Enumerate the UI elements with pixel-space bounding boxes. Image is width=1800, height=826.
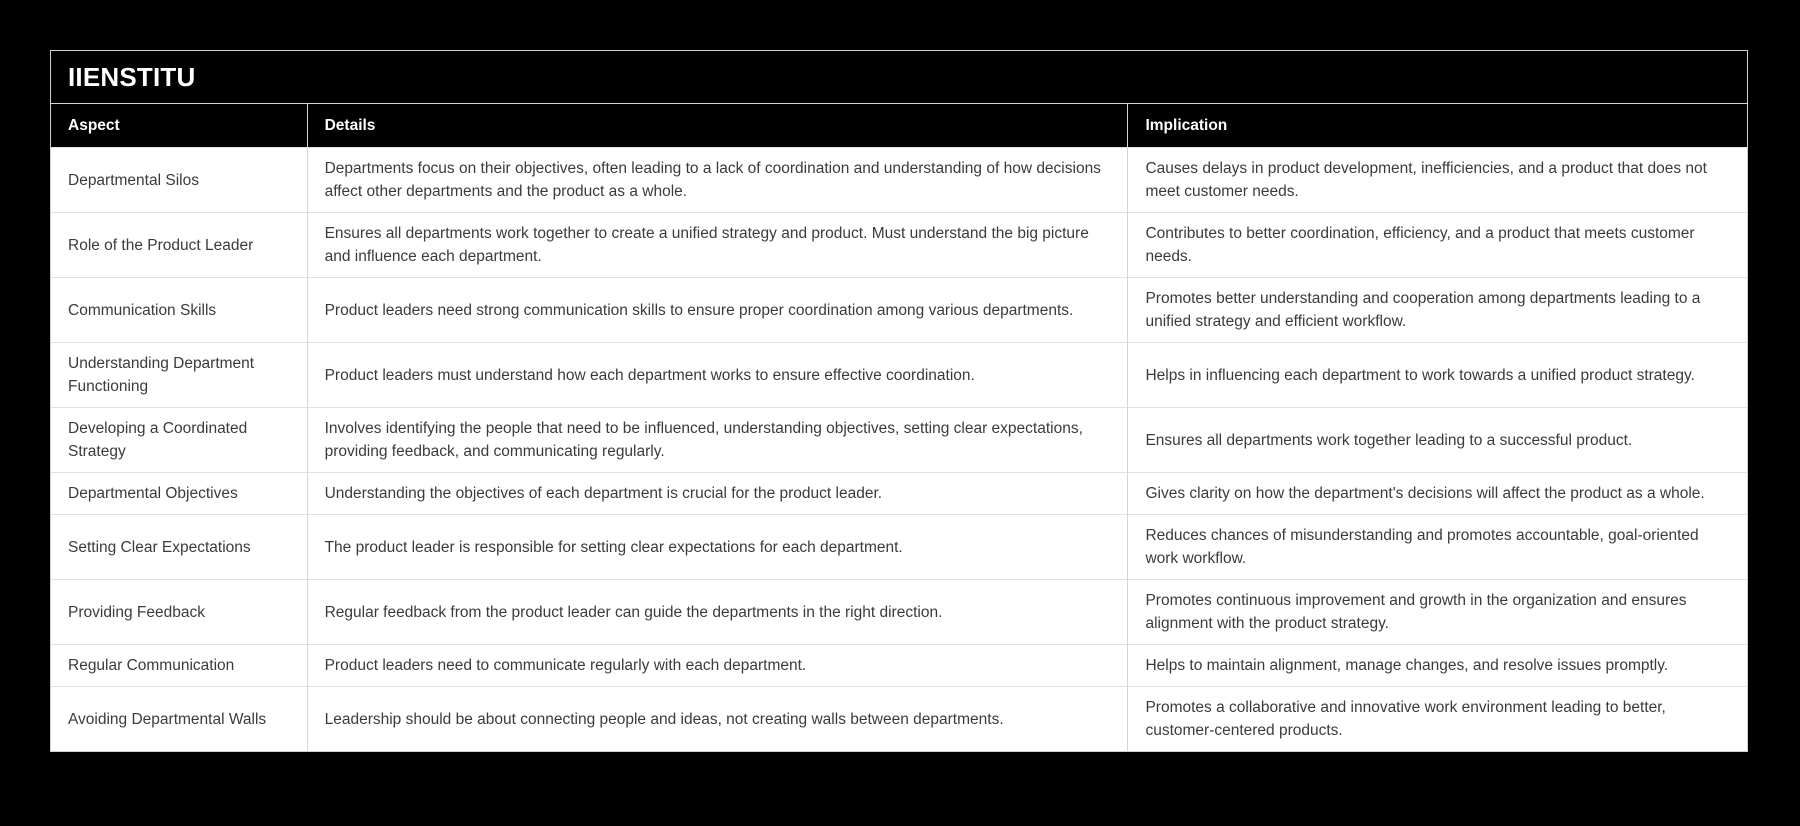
cell-aspect: Avoiding Departmental Walls	[51, 687, 307, 752]
cell-details: Leadership should be about connecting people and ideas, not creating walls between departments.	[307, 687, 1128, 752]
table-row	[51, 278, 1747, 343]
cell-aspect: Developing a Coordinated Strategy	[51, 408, 307, 473]
cell-implication: Promotes continuous improvement and growth in the organization and ensures alignment with the product strategy.	[1128, 580, 1747, 645]
table-row	[51, 408, 1747, 473]
cell-aspect: Departmental Objectives	[51, 473, 307, 515]
cell-implication: Contributes to better coordination, efficiency, and a product that meets customer needs.	[1128, 213, 1747, 278]
table-header	[51, 104, 1747, 148]
cell-implication: Helps to maintain alignment, manage changes, and resolve issues promptly.	[1128, 645, 1747, 687]
table-row	[51, 473, 1747, 515]
cell-implication: Reduces chances of misunderstanding and promotes accountable, goal-oriented work workflow.	[1128, 515, 1747, 580]
cell-details: Involves identifying the people that need to be influenced, understanding objectives, setting clear expectations, providing feedback, and communicating regularly.	[307, 408, 1128, 473]
cell-implication: Ensures all departments work together leading to a successful product.	[1128, 408, 1747, 473]
cell-details: Departments focus on their objectives, often leading to a lack of coordination and understanding of how decisions affect other departments and the product as a whole.	[307, 148, 1128, 213]
cell-aspect: Regular Communication	[51, 645, 307, 687]
table-body	[51, 148, 1747, 752]
cell-implication: Promotes better understanding and cooperation among departments leading to a unified strategy and efficient workflow.	[1128, 278, 1747, 343]
cell-details: Product leaders need to communicate regularly with each department.	[307, 645, 1128, 687]
cell-aspect: Communication Skills	[51, 278, 307, 343]
cell-aspect: Role of the Product Leader	[51, 213, 307, 278]
cell-details: Ensures all departments work together to create a unified strategy and product. Must understand the big picture and influence each department.	[307, 213, 1128, 278]
table-row	[51, 213, 1747, 278]
aspects-table	[51, 104, 1747, 751]
cell-details: Understanding the objectives of each department is crucial for the product leader.	[307, 473, 1128, 515]
table-card	[50, 50, 1748, 752]
cell-implication: Helps in influencing each department to work towards a unified product strategy.	[1128, 343, 1747, 408]
table-row	[51, 515, 1747, 580]
table-row	[51, 645, 1747, 687]
cell-aspect: Setting Clear Expectations	[51, 515, 307, 580]
cell-implication: Causes delays in product development, inefficiencies, and a product that does not meet customer needs.	[1128, 148, 1747, 213]
cell-aspect: Providing Feedback	[51, 580, 307, 645]
table-row	[51, 148, 1747, 213]
table-row	[51, 580, 1747, 645]
column-header-implication: Implication	[1128, 104, 1747, 148]
cell-aspect: Departmental Silos	[51, 148, 307, 213]
cell-aspect: Understanding Department Functioning	[51, 343, 307, 408]
cell-implication: Gives clarity on how the department's decisions will affect the product as a whole.	[1128, 473, 1747, 515]
cell-implication: Promotes a collaborative and innovative work environment leading to better, customer-centered products.	[1128, 687, 1747, 752]
brand-title: IIENSTITU	[51, 51, 1747, 104]
cell-details: Product leaders need strong communication skills to ensure proper coordination among various departments.	[307, 278, 1128, 343]
cell-details: Regular feedback from the product leader can guide the departments in the right direction.	[307, 580, 1128, 645]
table-row	[51, 343, 1747, 408]
column-header-aspect: Aspect	[51, 104, 307, 148]
column-header-details: Details	[307, 104, 1128, 148]
cell-details: The product leader is responsible for setting clear expectations for each department.	[307, 515, 1128, 580]
table-row	[51, 687, 1747, 752]
cell-details: Product leaders must understand how each department works to ensure effective coordination.	[307, 343, 1128, 408]
header-row	[51, 104, 1747, 148]
